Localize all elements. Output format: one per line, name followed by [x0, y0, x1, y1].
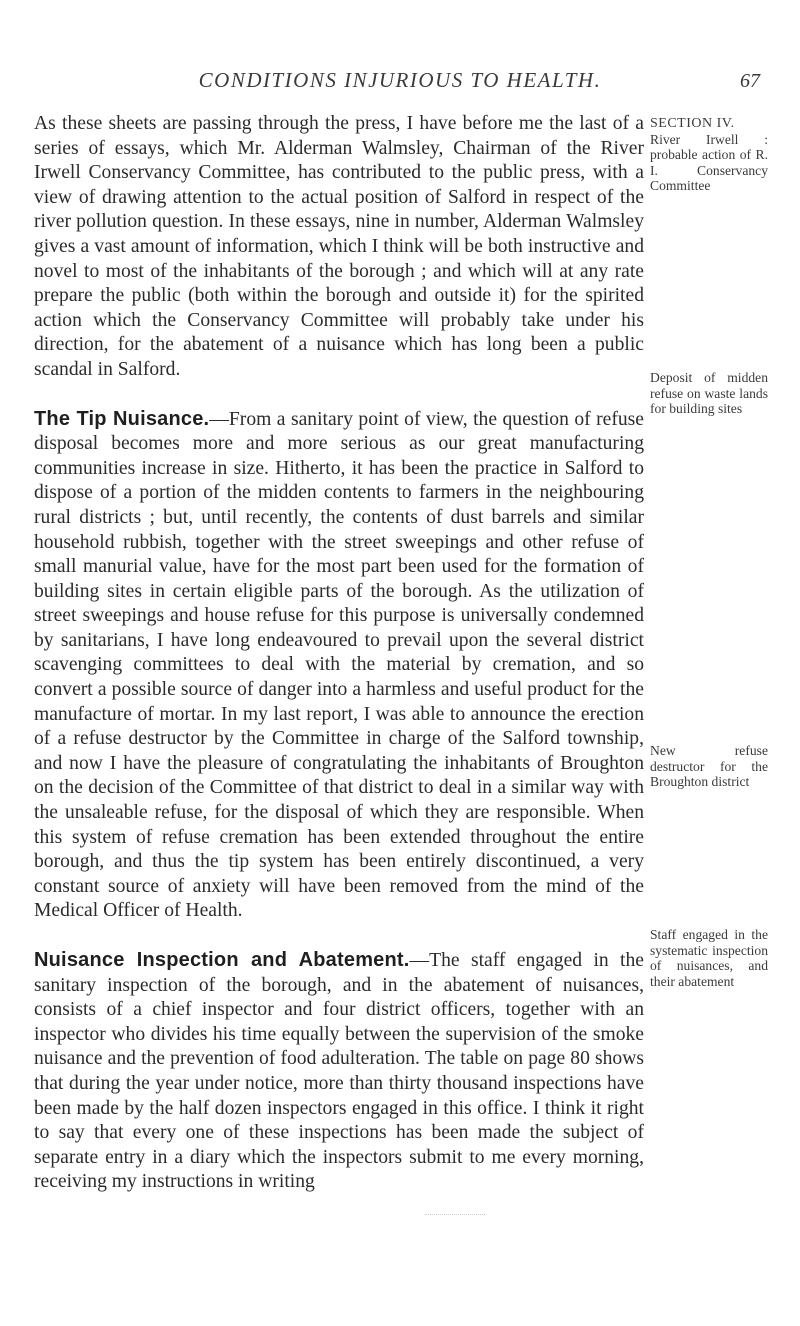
- margin-note-staff-inspection: [650, 927, 768, 989]
- section-label: SECTION IV.: [650, 116, 735, 131]
- paragraph-text: —From a sanitary point of view, the question of refuse disposal becomes more and more serious as our great manufacturing communities increase in size. Hitherto, it has been the practice in Salford to dispose of a portion of the midden contents to farmers in the neighbouring rural districts ; but, until recently, the contents of dust barrels and similar household rubbish, together with the street sweepings and other refuse of small manurial value, have for the most part been used for the formation of building sites in certain eligible parts of the borough. As the utilization of street sweepings and house refuse for this purpose is universally condemned by sanitarians, I have long endeavoured to prevail upon the several district scavenging committees to deal with the material by cremation, and so convert a possible source of danger into a harmless and useful product for the manufacture of mortar. In my last report, I was able to announce the erection of a refuse destructor by the Committee in charge of the Salford township, and now I have the pleasure of congratulating the inhabitants of Broughton on the decision of the Committee of that district to deal in a similar way with the unsaleable refuse, for the disposal of which they are responsible. When this system of refuse cremation has been extended throughout the entire borough, and thus the tip system has been entirely discontinued, a very constant source of anxiety will have been removed from the mind of the Medical Officer of Health.: [34, 408, 644, 922]
- running-title: CONDITIONS INJURIOUS TO HEALTH.: [198, 68, 602, 92]
- paragraph-tip-nuisance: [34, 407, 644, 924]
- paragraph-heading: Nuisance Inspection and Abatement.: [34, 949, 410, 971]
- margin-note-refuse-destructor: [650, 743, 768, 790]
- paragraph-text: —The staff engaged in the sanitary inspection of the borough, and in the abatement of nuisances, consists of a chief inspector and four district officers, together with an inspector who divides his time equally between the supervision of the smoke nuisance and the prevention of food adulteration. The table on page 80 shows that during the year under notice, more than thirty thousand inspections have been made by the half dozen inspectors engaged in this office. I think it right to say that every one of these inspections has been made the subject of separate entry in a diary which the inspectors submit to me every morning, receiving my instructions in writing: [34, 950, 644, 1193]
- paragraph-heading: The Tip Nuisance.: [34, 407, 210, 430]
- margin-note-river-irwell: [650, 116, 768, 194]
- paragraph-walmsley-essays: [34, 111, 644, 383]
- margin-note-text: Staff engaged in the systematic inspection of nuisances, and their abatement: [650, 927, 768, 989]
- print-smudge: [425, 1214, 485, 1221]
- margin-note-text: Deposit of midden refuse on waste lands for building sites: [650, 370, 768, 416]
- paragraph-text: As these sheets are passing through the press, I have before me the last of a series of essays, which Mr. Alderman Walmsley, Chairman of the River Irwell Conservancy Committee, has contributed to the public press, with a view of drawing attention to the actual position of Salford in respect of the river pollution question. In these essays, nine in number, Alderman Walmsley gives a vast amount of information, which I think will be both instructive and novel to most of the inhabitants of the borough ; and which will at any rate prepare the public (both within the borough and outside it) for the spirited action which the Conservancy Committee will probably take under his direction, for the abatement of a nuisance which has long been a public scandal in Salford.: [34, 113, 644, 380]
- running-header: [40, 68, 760, 98]
- margin-note-text: New refuse destructor for the Broughton district: [650, 743, 768, 789]
- margin-note-midden-deposit: [650, 370, 768, 417]
- body-text: [34, 111, 644, 1195]
- margin-note-text: River Irwell : probable action of R. I. Conservancy Committee: [650, 131, 768, 193]
- page-number: 67: [740, 70, 760, 92]
- paragraph-nuisance-inspection: [34, 948, 644, 1195]
